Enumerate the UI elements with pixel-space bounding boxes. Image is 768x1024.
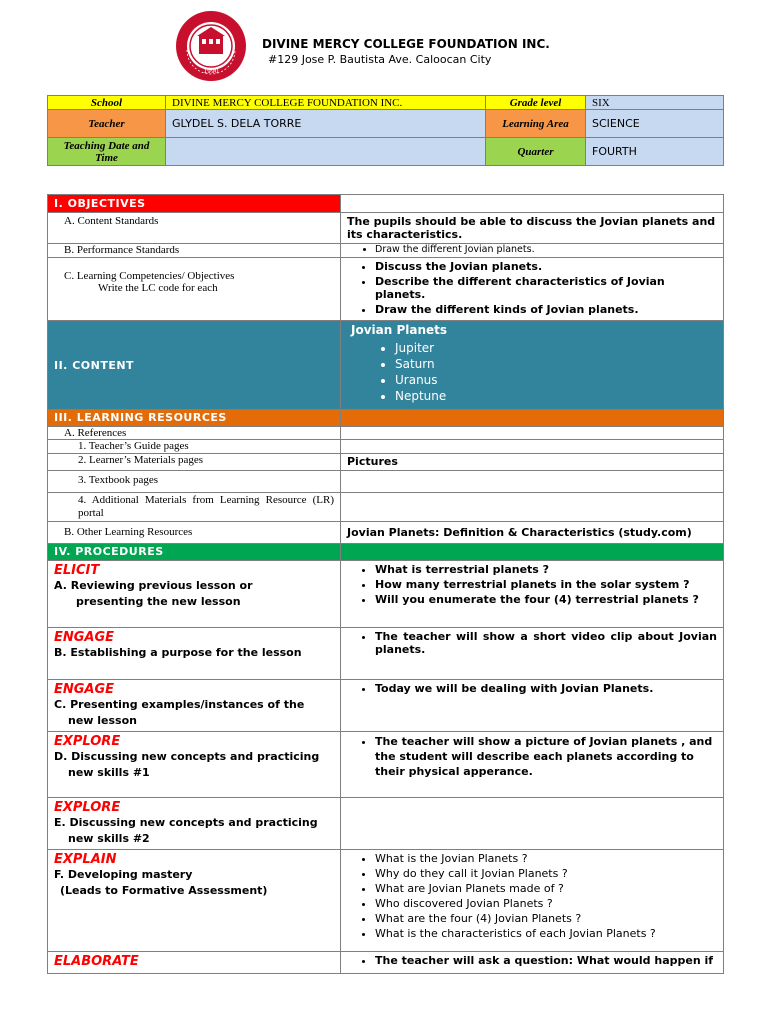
references-value	[341, 427, 724, 440]
procedure-elaborate-content	[341, 952, 724, 974]
procedure-elaborate-cell	[48, 952, 341, 974]
textbook-pages-value	[341, 471, 724, 493]
list-item: • Discuss the Jovian planets.	[375, 260, 717, 273]
procedure-sublabel: new skills #2	[68, 832, 150, 845]
additional-materials-label: 4. Additional Materials from Learning Resource (LR) portal	[48, 493, 341, 522]
other-resources-value: Jovian Planets: Definition & Characteristics (study.com)	[341, 522, 724, 544]
school-address: #129 Jose P. Bautista Ave. Caloocan City	[268, 53, 492, 66]
list-item: • Saturn	[395, 357, 717, 371]
list-item: • Jupiter	[395, 341, 717, 355]
grade-level-value: SIX	[586, 96, 724, 110]
additional-materials-value	[341, 493, 724, 522]
list-item: • What is the Jovian Planets ?	[375, 852, 717, 865]
procedure-engage-c-content	[341, 680, 724, 732]
procedure-sublabel: presenting the new lesson	[76, 595, 241, 608]
list-item: • What are Jovian Planets made of ?	[375, 882, 717, 895]
learning-competencies-label: C. Learning Competencies/ Objectives	[64, 270, 235, 282]
lesson-plan-table	[47, 194, 724, 974]
phase-label: EXPLAIN	[54, 852, 117, 867]
list-item: • Describe the different characteristics of Jovian planets.	[375, 275, 717, 301]
list-item: • The teacher will show a picture of Jovian planets , and the student will describe each planets according to their physical apperance.	[375, 734, 717, 779]
phase-label: ELICIT	[54, 563, 100, 578]
teaching-date-label: Teaching Date and Time	[48, 138, 166, 166]
performance-standards-value	[341, 244, 724, 258]
procedure-explain-cell	[48, 850, 341, 952]
lc-code-note: Write the LC code for each	[98, 282, 218, 294]
content-standards-value: The pupils should be able to discuss the Jovian planets and its characteristics.	[341, 213, 724, 244]
list-item: • Will you enumerate the four (4) terrestrial planets ?	[375, 593, 717, 606]
procedure-label: C. Presenting examples/instances of the	[54, 698, 305, 711]
list-item: • The teacher will ask a question: What would happen if	[375, 954, 717, 967]
lesson-info-table	[47, 95, 724, 166]
learning-competencies-value	[341, 258, 724, 321]
learning-resources-heading: III. LEARNING RESOURCES	[48, 410, 341, 427]
jovian-planets-heading: Jovian Planets	[351, 323, 448, 337]
content-standards-label: A. Content Standards	[48, 213, 341, 244]
learning-competencies-cell	[48, 258, 341, 321]
phase-label: ELABORATE	[54, 954, 139, 969]
teacher-label: Teacher	[48, 110, 166, 138]
procedures-heading: IV. PROCEDURES	[48, 544, 341, 561]
quarter-value: FOURTH	[586, 138, 724, 166]
list-item: • Why do they call it Jovian Planets ?	[375, 867, 717, 880]
procedure-explore-e-cell	[48, 798, 341, 850]
list-item: • Today we will be dealing with Jovian Planets.	[375, 682, 717, 695]
grade-level-label: Grade level	[486, 96, 586, 110]
textbook-pages-label: 3. Textbook pages	[48, 471, 341, 493]
school-value: DIVINE MERCY COLLEGE FOUNDATION INC.	[166, 96, 486, 110]
procedure-label: F. Developing mastery	[54, 868, 193, 881]
objectives-heading-empty	[341, 195, 724, 213]
quarter-label: Quarter	[486, 138, 586, 166]
learning-resources-heading-fill	[341, 410, 724, 427]
procedure-elicit-cell	[48, 561, 341, 628]
list-item: • What are the four (4) Jovian Planets ?	[375, 912, 717, 925]
procedure-sublabel: (Leads to Formative Assessment)	[60, 884, 268, 897]
procedure-engage-b-content	[341, 628, 724, 680]
teachers-guide-value	[341, 440, 724, 454]
other-resources-label: B. Other Learning Resources	[48, 522, 341, 544]
list-item: • Who discovered Jovian Planets ?	[375, 897, 717, 910]
logo-year: 1990	[203, 68, 219, 75]
phase-label: ENGAGE	[54, 682, 115, 697]
procedure-label: B. Establishing a purpose for the lesson	[54, 646, 302, 659]
procedure-explain-content	[341, 850, 724, 952]
procedure-engage-c-cell	[48, 680, 341, 732]
teacher-value: GLYDEL S. DELA TORRE	[166, 110, 486, 138]
performance-standards-label: B. Performance Standards	[48, 244, 341, 258]
objectives-heading: I. OBJECTIVES	[48, 195, 341, 213]
procedure-explore-e-content	[341, 798, 724, 850]
list-item: • How many terrestrial planets in the solar system ?	[375, 578, 717, 591]
school-name-heading: DIVINE MERCY COLLEGE FOUNDATION INC.	[262, 37, 550, 51]
teachers-guide-label: 1. Teacher’s Guide pages	[48, 440, 341, 454]
phase-label: EXPLORE	[54, 734, 121, 749]
school-seal-icon	[175, 10, 247, 82]
school-label: School	[48, 96, 166, 110]
content-value	[341, 321, 724, 410]
references-label: A. References	[48, 427, 341, 440]
learners-materials-label: 2. Learner’s Materials pages	[48, 454, 341, 471]
procedure-elicit-content	[341, 561, 724, 628]
procedure-explore-d-content	[341, 732, 724, 798]
list-item: • Draw the different Jovian planets.	[375, 244, 717, 255]
procedure-engage-b-cell	[48, 628, 341, 680]
teaching-date-value	[166, 138, 486, 166]
content-heading: II. CONTENT	[48, 321, 341, 410]
list-item: • Neptune	[395, 389, 717, 403]
procedure-sublabel: new lesson	[68, 714, 137, 727]
procedure-explore-d-cell	[48, 732, 341, 798]
procedures-heading-fill	[341, 544, 724, 561]
learners-materials-value: Pictures	[341, 454, 724, 471]
learning-area-label: Learning Area	[486, 110, 586, 138]
procedure-label: A. Reviewing previous lesson or	[54, 579, 253, 592]
learning-area-value: SCIENCE	[586, 110, 724, 138]
list-item: • Uranus	[395, 373, 717, 387]
list-item: • What is terrestrial planets ?	[375, 563, 717, 576]
procedure-label: D. Discussing new concepts and practicing	[54, 750, 320, 763]
list-item: • The teacher will show a short video clip about Jovian planets.	[375, 630, 717, 656]
list-item: • Draw the different kinds of Jovian planets.	[375, 303, 717, 316]
phase-label: EXPLORE	[54, 800, 121, 815]
phase-label: ENGAGE	[54, 630, 115, 645]
procedure-sublabel: new skills #1	[68, 766, 150, 779]
procedure-label: E. Discussing new concepts and practicing	[54, 816, 318, 829]
list-item: • What is the characteristics of each Jovian Planets ?	[375, 927, 717, 940]
